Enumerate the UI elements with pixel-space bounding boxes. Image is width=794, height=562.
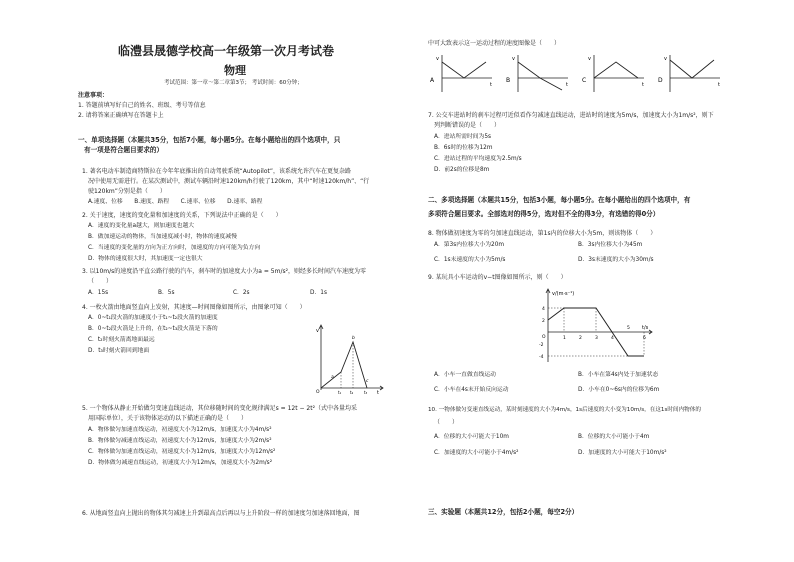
q9-option-a: A．小车一直做直线运动 (434, 372, 496, 378)
q6-graph-b (506, 55, 568, 92)
q9-ytick-neg4: -4 (539, 355, 544, 360)
q9-origin: O (542, 335, 546, 340)
q9-y-label: v/(m·s⁻¹) (552, 291, 575, 297)
q9-option-b: B．小车在第4s内处于加速状态 (578, 372, 659, 378)
q6-graph-c (582, 55, 644, 92)
q7-option-d: D．前2s的位移是8m (434, 167, 490, 173)
q5-option-a: A．物体做匀加速直线运动，初速度大小为12m/s，加速度大小为4m/s² (88, 427, 272, 433)
q6-a-v: v (436, 56, 439, 62)
q9-xtick-6: 6 (643, 336, 646, 341)
q7-line1: 7. 公交车进站时的刹车过程可近似看作匀减速直线运动，进站时的速度为5m/s，加速度大小为1m/s²，则下 (428, 112, 714, 119)
q3-option-d: D．1s (310, 290, 327, 296)
q6-b-v: v (512, 56, 515, 62)
q9-stem: 9. 某玩具小车运动的v−t图像如图所示，则（ ） (428, 274, 567, 281)
q8-option-d: D．3s末速度的大小为30m/s (578, 257, 654, 263)
q4-origin: O (316, 390, 320, 394)
section2-title-2: 多项符合题目要求。全部选对的得5分，选对但不全的得3分，有选错的得0分） (428, 210, 660, 218)
notice-2: 2. 请将答案正确填写在答题卡上 (78, 112, 164, 119)
q6-graph-a (430, 55, 492, 92)
q9-xtick-1: 1 (563, 336, 566, 341)
exam-title: 临澧县晟德学校高一年级第一次月考试卷 (118, 44, 335, 58)
q2-option-c: C．当速度的变化量的方向为正方向时，加速度的方向可能为负方向 (88, 245, 261, 251)
q4-vt-graph (313, 322, 385, 394)
q5-option-c: C．物体做匀加速直线运动，初速度大小为12m/s，加速度大小为12m/s² (88, 449, 276, 455)
q4-point-a: a (331, 375, 334, 380)
q6-b-line (518, 62, 562, 90)
q2-option-a: A．速度的变化量a越大，则加速度也越大 (88, 223, 195, 229)
q4-option-b: B．0~t₂段火箭是上升的，在t₂~t₃段火箭是下落的 (88, 326, 218, 332)
q5-line2: 用国际单位），关于该物体运动的以下描述正确的是（ ） (88, 415, 248, 422)
left-column (78, 0, 418, 562)
q4-option-c: C．t₂时刻火箭离地面最远 (88, 337, 155, 343)
q5-line1: 5. 一个物体从静止开始做匀变速直线运动，其位移随时间的变化规律满足s = 12t − 2t²（式中各量均采 (82, 405, 358, 412)
right-column (428, 0, 760, 562)
q9-ytick-4: 4 (542, 307, 545, 312)
q6-a-t: t (490, 82, 492, 88)
notice-1: 1. 答题前填写好自己的姓名、班级、考号等信息 (78, 102, 206, 109)
exam-subject: 物理 (224, 64, 246, 77)
q6-label-c: C (582, 77, 587, 84)
q6-d-line (670, 60, 714, 78)
q10-line2: （ ） (434, 419, 459, 426)
q1-options: A.速度、位移 B.速度、路程 C.速率、位移 D.速率、路程 (88, 199, 263, 205)
q3-option-c: C．2s (233, 290, 250, 296)
q9-xtick-2: 2 (579, 336, 582, 341)
q8-option-a: A．第3s内位移大小为20m (434, 242, 505, 248)
q1-line2: 况中使用无需进行。在某次测试中，测试车辆沿时速120km/h行驶了120km，其中“时速120km/h”、“行 (88, 178, 370, 185)
q4-t1-label: t₁ (338, 390, 342, 394)
q9-option-d: D．小车在0~6s内的位移为6m (578, 387, 660, 393)
q2-option-b: B．做加速运动的物体，当加速度减小时，物体的速度减慢 (88, 234, 237, 240)
q2-stem: 2. 关于速度，速度的变化量和加速度的关系，下列说法中正确的是（ ） (82, 212, 282, 219)
q9-vt-graph (528, 286, 658, 364)
q9-xtick-3: 3 (595, 336, 598, 341)
q4-t3-label: t₃ (364, 390, 368, 394)
exam-info: 考试范围：第一章～第二章第3节； 考试时间：60分钟； (164, 80, 303, 86)
q5-option-b: B．物体做匀减速直线运动，初速度大小为12m/s，加速度大小为2m/s² (88, 438, 272, 444)
q6-label-d: D (658, 77, 663, 84)
q4-point-c: c (366, 379, 369, 384)
notice-title: 注意事项： (78, 92, 109, 99)
q8-stem: 8. 物体做初速度为零的匀加速直线运动，第1s内的位移大小为5m，则该物体（ ） (428, 230, 657, 237)
q1-line3: 驶120km”分别是指（ ） (88, 188, 166, 195)
q4-point-b: b (352, 336, 355, 341)
q9-option-c: C．小车在4s末开始反向运动 (434, 387, 509, 393)
section2-title: 二、多项选择题（本题共15分，包括3小题，每小题5分。在每小题给出的四个选项中，有 (428, 196, 691, 204)
q4-option-d: D．t₃时刻火箭回到地面 (88, 348, 150, 354)
q9-xtick-4: 4 (611, 336, 614, 341)
section1-title-cont: 有一项是符合题目要求的） (84, 146, 164, 154)
q7-line2: 列判断错误的是（ ） (434, 122, 501, 129)
q4-t2-label: t₂ (350, 390, 354, 394)
q6-b-t: t (566, 82, 568, 88)
q6-c-line (594, 62, 638, 78)
q6-graph-d (658, 55, 720, 92)
q9-x-label: t/s (642, 325, 649, 331)
q3-line1: 3. 以10m/s的速度沿平直公路行驶的汽车，刹车时的加速度大小为a = 5m/s²，则经多长时间汽车速度为零 (82, 268, 366, 275)
section1-title: 一、单项选择题（本题共35分，包括7小题，每小题5分。在每小题给出的四个选项中，只 (78, 136, 341, 144)
q4-vt-line (321, 342, 367, 388)
q9-xtick-5: 5 (627, 326, 630, 331)
q8-option-c: C．1s末速度的大小为5m/s (434, 257, 506, 263)
q6-c-t: t (642, 82, 644, 88)
q4-v-label: v (316, 328, 319, 334)
q1-line1: 1. 著名电动车制造商特斯拉在今年年底推出的自动驾驶系统“Autopilot”，该系统允许汽车在更复杂路 (82, 168, 351, 175)
q3-option-a: A．15s (88, 290, 109, 296)
q10-option-c: C．加速度的大小可能小于4m/s² (434, 450, 519, 456)
q6-line1: 6. 从地面竖直向上抛出的物体其匀减速上升到最高点后再以与上升阶段一样的加速度匀加速落回地面，图 (82, 510, 360, 517)
q6-d-v: v (664, 56, 667, 62)
q10-option-d: D．加速度的大小可能大于10m/s² (578, 450, 667, 456)
q6-label-b: B (506, 77, 511, 84)
q7-option-c: C．进站过程的平均速度为2.5m/s (434, 156, 522, 162)
q10-line1: 10. 一物体做匀变速直线运动，某时刻速度的大小为4m/s，1s后速度的大小变为10m/s，在这1s时间内物体的 (428, 407, 701, 413)
q9-ytick-2: 2 (542, 319, 545, 324)
q7-option-a: A．进站所需时间为5s (434, 134, 492, 140)
q10-option-a: A．位移的大小可能大于10m (434, 434, 509, 440)
q6-a-line (442, 62, 486, 78)
q5-option-d: D．物体做匀减速直线运动，初速度大小为12m/s，加速度大小为2m/s² (88, 460, 273, 466)
q10-option-b: B．位移的大小可能小于4m (578, 434, 650, 440)
q2-option-d: D．物体的速度很大时，其加速度一定也很大 (88, 256, 203, 262)
q7-option-b: B．6s时的位移为12m (434, 145, 493, 151)
q6-c-v: v (588, 56, 591, 62)
q6-d-t: t (718, 82, 720, 88)
q6-line2: 中可大致表示这一运动过程的速度图像是（ ） (428, 40, 561, 47)
q6-graph-options (428, 52, 728, 96)
q8-option-b: B．3s内位移大小为45m (578, 242, 643, 248)
section3-title: 三、实验题（本题共12分，包括2小题，每空2分） (428, 508, 579, 516)
q9-ytick-neg2: -2 (539, 343, 544, 348)
q6-label-a: A (430, 77, 435, 84)
q3-line2: （ ） (88, 278, 113, 285)
q4-stem: 4. 一枚火箭由地面竖直向上发射，其速度—时间图像如图所示，由图象可知（ ） (82, 304, 306, 311)
q4-option-a: A．0~t₁段火箭的加速度小于t₁~t₂段火箭的加速度 (88, 315, 218, 321)
q4-t-label: t (377, 390, 379, 394)
q3-option-b: B．5s (158, 290, 175, 296)
